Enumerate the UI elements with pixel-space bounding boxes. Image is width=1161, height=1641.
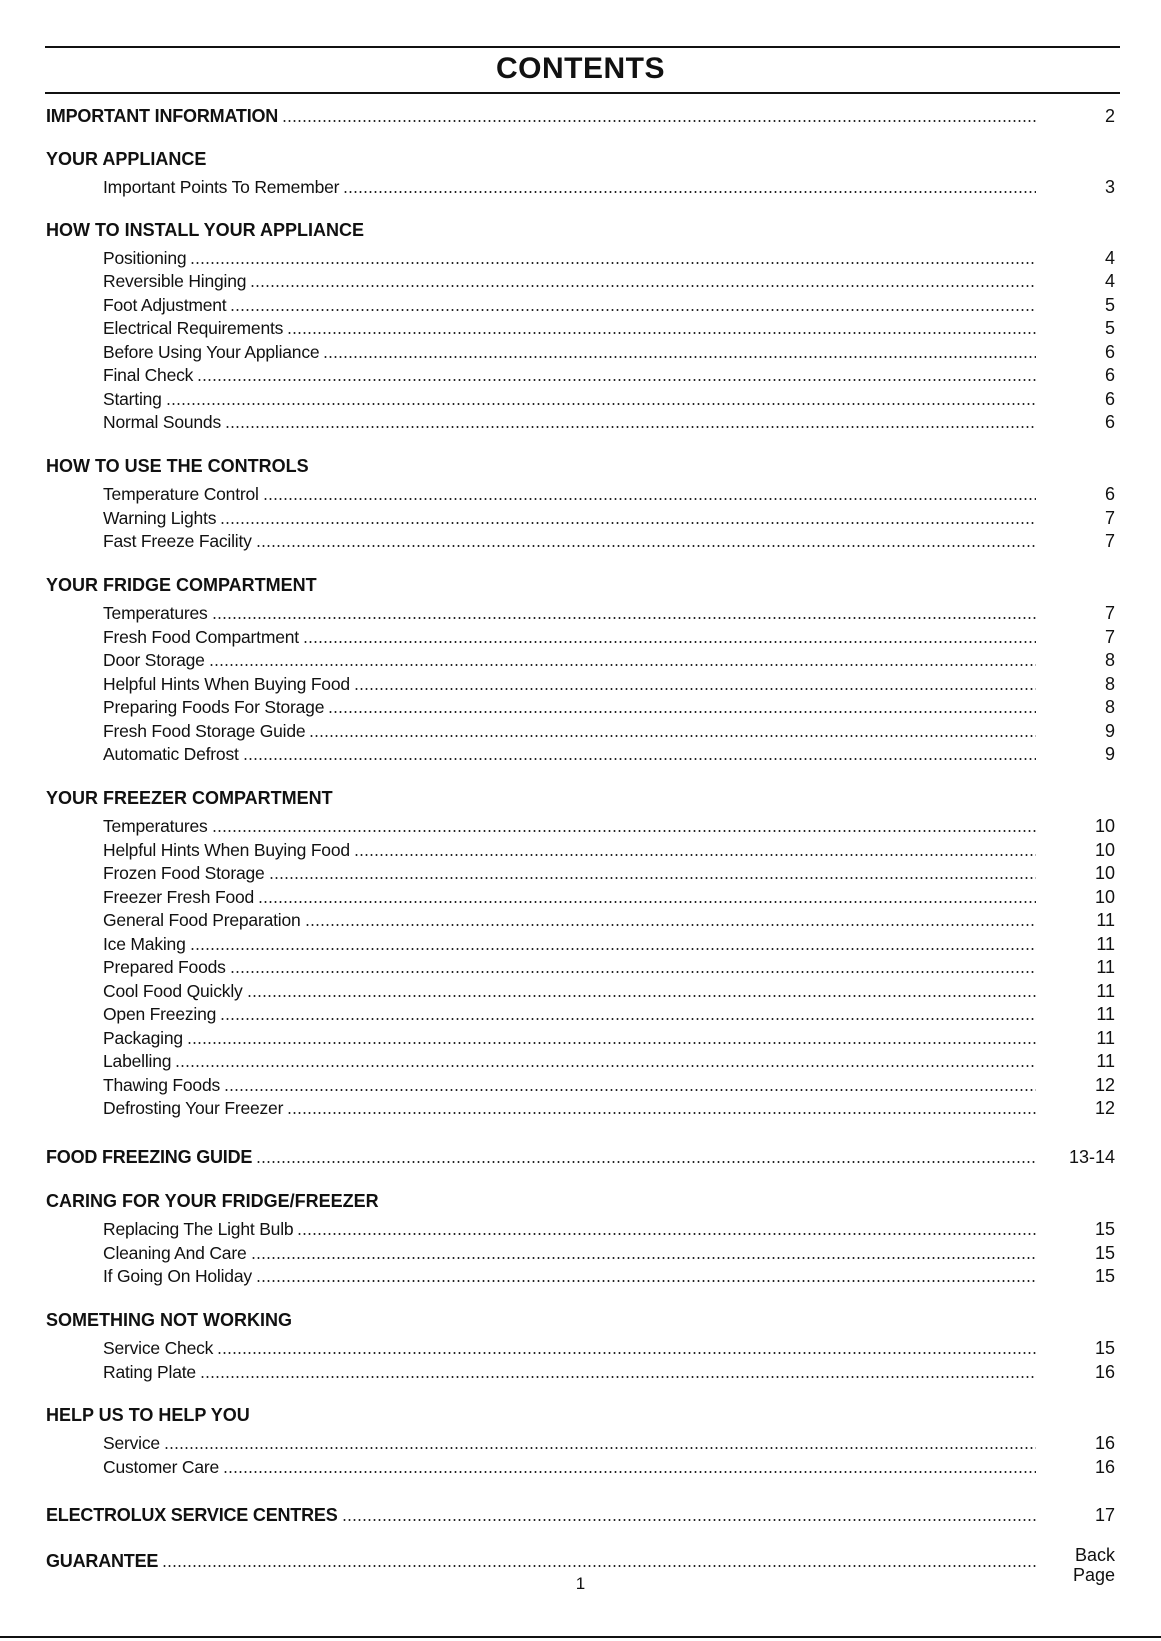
toc-page-number: 8 (1104, 697, 1115, 717)
toc-item-row (103, 1263, 1115, 1287)
toc-heading: CARING FOR YOUR FRIDGE/FREEZER (46, 1191, 379, 1211)
toc-item-row (103, 362, 1115, 386)
toc-page-number: 15 (1094, 1266, 1115, 1286)
toc-page-number: 12 (1094, 1075, 1115, 1095)
toc-page-number: 11 (1096, 981, 1115, 1001)
bottom-rule (0, 1636, 1161, 1638)
toc-item-row (103, 528, 1115, 552)
toc-entry-label: ELECTROLUX SERVICE CENTRES (46, 1505, 338, 1525)
dot-leader (190, 262, 1036, 264)
toc-item-row (103, 409, 1115, 433)
toc-item-row (103, 1240, 1115, 1264)
toc-item-row (103, 1025, 1115, 1049)
dot-leader (224, 1089, 1036, 1091)
guarantee-page-line1: Back (1074, 1545, 1115, 1565)
toc-page-number: 6 (1104, 412, 1115, 432)
toc-entry-label: Defrosting Your Freezer (103, 1098, 284, 1118)
toc-page-number: 2 (1104, 106, 1115, 126)
toc-page-number: 15 (1094, 1338, 1115, 1358)
dot-leader (297, 1233, 1036, 1235)
toc-item-row (103, 860, 1115, 884)
dot-leader (305, 924, 1036, 926)
toc-item-row (103, 174, 1115, 198)
toc-entry-label: Fast Freeze Facility (103, 531, 252, 551)
toc-entry-label: Freezer Fresh Food (103, 887, 255, 907)
dot-leader (162, 1565, 1036, 1567)
toc-page-number: 11 (1096, 934, 1115, 954)
page-title: CONTENTS (496, 52, 665, 85)
dot-leader (287, 332, 1036, 334)
toc-item-row (103, 718, 1115, 742)
toc-item-row (103, 671, 1115, 695)
toc-item-row (103, 245, 1115, 269)
toc-entry-label: Thawing Foods (103, 1075, 221, 1095)
toc-item-row (103, 1048, 1115, 1072)
dot-leader (197, 379, 1036, 381)
toc-item-row (103, 315, 1115, 339)
toc-entry-label: Cleaning And Care (103, 1243, 247, 1263)
toc-item-row (103, 481, 1115, 505)
dot-leader (282, 120, 1036, 122)
toc-page-number: 8 (1104, 650, 1115, 670)
toc-item-row (103, 884, 1115, 908)
toc-entry-label: Preparing Foods For Storage (103, 697, 325, 717)
toc-entry-label: Service Check (103, 1338, 214, 1358)
toc-item-row (103, 600, 1115, 624)
toc-page-number: 16 (1094, 1433, 1115, 1453)
toc-entry-label: Normal Sounds (103, 412, 222, 432)
toc-section-row (46, 1548, 1115, 1572)
toc-entry-label: Temperatures (103, 816, 208, 836)
toc-heading: HOW TO USE THE CONTROLS (46, 456, 309, 476)
toc-section-row (46, 1502, 1115, 1526)
dot-leader (230, 971, 1036, 973)
toc-item-row (103, 505, 1115, 529)
toc-page-number: 9 (1104, 721, 1115, 741)
toc-entry-label: Prepared Foods (103, 957, 226, 977)
toc-page-number: 5 (1104, 295, 1115, 315)
dot-leader (269, 877, 1036, 879)
toc-page-number: 9 (1104, 744, 1115, 764)
toc-entry-label: Fresh Food Storage Guide (103, 721, 306, 741)
toc-page-number: 7 (1104, 531, 1115, 551)
toc-entry-label: Fresh Food Compartment (103, 627, 299, 647)
toc-item-row (103, 1454, 1115, 1478)
toc-page-number: 10 (1094, 863, 1115, 883)
toc-item-row (103, 1095, 1115, 1119)
toc-entry-label: Final Check (103, 365, 194, 385)
guarantee-page-line2: Page (1072, 1565, 1115, 1585)
toc-entry-label: Starting (103, 389, 162, 409)
dot-leader (303, 641, 1036, 643)
dot-leader (220, 1018, 1036, 1020)
toc-item-row (103, 1216, 1115, 1240)
dot-leader (200, 1376, 1036, 1378)
toc-page-number: 6 (1104, 365, 1115, 385)
toc-entry-label: GUARANTEE (46, 1551, 159, 1571)
toc-item-row (103, 694, 1115, 718)
toc-item-row (103, 907, 1115, 931)
toc-entry-label: Reversible Hinging (103, 271, 247, 291)
toc-page-number: 10 (1094, 840, 1115, 860)
toc-page-number: 4 (1104, 248, 1115, 268)
toc-item-row (103, 268, 1115, 292)
dot-leader (354, 688, 1036, 690)
toc-page-number: 7 (1104, 603, 1115, 623)
toc-item-row (103, 339, 1115, 363)
toc-entry-label: FOOD FREEZING GUIDE (46, 1147, 253, 1167)
toc-section-row (46, 103, 1115, 127)
toc-item-row (103, 837, 1115, 861)
dot-leader (190, 948, 1036, 950)
toc-entry-label: If Going On Holiday (103, 1266, 252, 1286)
toc-section-row (46, 1144, 1115, 1168)
dot-leader (309, 735, 1036, 737)
dot-leader (175, 1065, 1036, 1067)
dot-leader (343, 191, 1036, 193)
toc-entry-label: Open Freezing (103, 1004, 217, 1024)
toc-page-number: 6 (1104, 342, 1115, 362)
toc-page-number: 7 (1104, 508, 1115, 528)
toc-entry-label: IMPORTANT INFORMATION (46, 106, 279, 126)
toc-item-row (103, 954, 1115, 978)
toc-heading: YOUR FRIDGE COMPARTMENT (46, 575, 317, 595)
toc-entry-label: Warning Lights (103, 508, 217, 528)
toc-entry-label: General Food Preparation (103, 910, 301, 930)
dot-leader (287, 1112, 1036, 1114)
toc-page-number: 7 (1104, 627, 1115, 647)
toc-heading: SOMETHING NOT WORKING (46, 1310, 292, 1330)
dot-leader (251, 1257, 1036, 1259)
toc-page-number: 17 (1094, 1505, 1115, 1525)
toc-entry-label: Positioning (103, 248, 187, 268)
toc-heading: HELP US TO HELP YOU (46, 1405, 250, 1425)
toc-page-number: 15 (1094, 1243, 1115, 1263)
footer-page-number: 1 (575, 1574, 586, 1593)
toc-item-row (103, 1359, 1115, 1383)
toc-page-number: 3 (1104, 177, 1115, 197)
toc-item-row (103, 1001, 1115, 1025)
toc-page-number: 11 (1096, 1004, 1115, 1024)
dot-leader (256, 1161, 1036, 1163)
toc-entry-label: Helpful Hints When Buying Food (103, 674, 350, 694)
dot-leader (164, 1447, 1036, 1449)
toc-page-number: 10 (1094, 816, 1115, 836)
toc-entry-label: Cool Food Quickly (103, 981, 243, 1001)
toc-heading: YOUR APPLIANCE (46, 149, 207, 169)
dot-leader (223, 1471, 1036, 1473)
toc-item-row (103, 1072, 1115, 1096)
toc-entry-label: Customer Care (103, 1457, 220, 1477)
toc-page-number: 6 (1104, 484, 1115, 504)
toc-item-row (103, 931, 1115, 955)
toc-item-row (103, 1335, 1115, 1359)
toc-entry-label: Rating Plate (103, 1362, 196, 1382)
dot-leader (225, 426, 1036, 428)
toc-entry-label: Frozen Food Storage (103, 863, 265, 883)
toc-page-number: 11 (1096, 1051, 1115, 1071)
toc-entry-label: Packaging (103, 1028, 183, 1048)
dot-leader (328, 711, 1036, 713)
dot-leader (258, 901, 1036, 903)
dot-leader (209, 664, 1036, 666)
toc-entry-label: Important Points To Remember (103, 177, 340, 197)
dot-leader (220, 522, 1036, 524)
toc-item-row (103, 292, 1115, 316)
toc-item-row (103, 624, 1115, 648)
toc-page-number: 11 (1096, 910, 1115, 930)
toc-item-row (103, 978, 1115, 1002)
toc-entry-label: Temperatures (103, 603, 208, 623)
dot-leader (166, 403, 1036, 405)
toc-entry-label: Automatic Defrost (103, 744, 239, 764)
dot-leader (212, 617, 1036, 619)
toc-item-row (103, 647, 1115, 671)
dot-leader (250, 285, 1036, 287)
dot-leader (256, 1280, 1036, 1282)
toc-heading: YOUR FREEZER COMPARTMENT (46, 788, 333, 808)
toc-page-number: 5 (1104, 318, 1115, 338)
dot-leader (256, 545, 1036, 547)
toc-page-number: 11 (1096, 957, 1115, 977)
toc-page-number: 12 (1094, 1098, 1115, 1118)
dot-leader (217, 1352, 1036, 1354)
toc-entry-label: Foot Adjustment (103, 295, 227, 315)
dot-leader (247, 995, 1036, 997)
toc-page-number: 6 (1104, 389, 1115, 409)
dot-leader (230, 309, 1036, 311)
toc-entry-label: Labelling (103, 1051, 172, 1071)
toc-page-number: 8 (1104, 674, 1115, 694)
toc-entry-label: Electrical Requirements (103, 318, 284, 338)
toc-item-row (103, 386, 1115, 410)
dot-leader (323, 356, 1036, 358)
toc-entry-label: Ice Making (103, 934, 186, 954)
toc-page-number: 15 (1094, 1219, 1115, 1239)
toc-page-number: 10 (1094, 887, 1115, 907)
dot-leader (354, 854, 1036, 856)
toc-entry-label: Door Storage (103, 650, 205, 670)
dot-leader (263, 498, 1036, 500)
dot-leader (187, 1042, 1036, 1044)
toc-entry-label: Service (103, 1433, 160, 1453)
toc-page-number: 11 (1096, 1028, 1115, 1048)
toc-item-row (103, 1430, 1115, 1454)
toc-page-number: 16 (1094, 1457, 1115, 1477)
dot-leader (243, 758, 1036, 760)
dot-leader (212, 830, 1036, 832)
toc-heading: HOW TO INSTALL YOUR APPLIANCE (46, 220, 365, 240)
toc-entry-label: Replacing The Light Bulb (103, 1219, 294, 1239)
toc-entry-label: Temperature Control (103, 484, 259, 504)
toc-item-row (103, 813, 1115, 837)
toc-page-number: 16 (1094, 1362, 1115, 1382)
toc-page-number: 13-14 (1068, 1147, 1115, 1167)
toc-page-number: 4 (1104, 271, 1115, 291)
toc-item-row (103, 741, 1115, 765)
toc-entry-label: Before Using Your Appliance (103, 342, 320, 362)
dot-leader (342, 1519, 1036, 1521)
toc-entry-label: Helpful Hints When Buying Food (103, 840, 350, 860)
